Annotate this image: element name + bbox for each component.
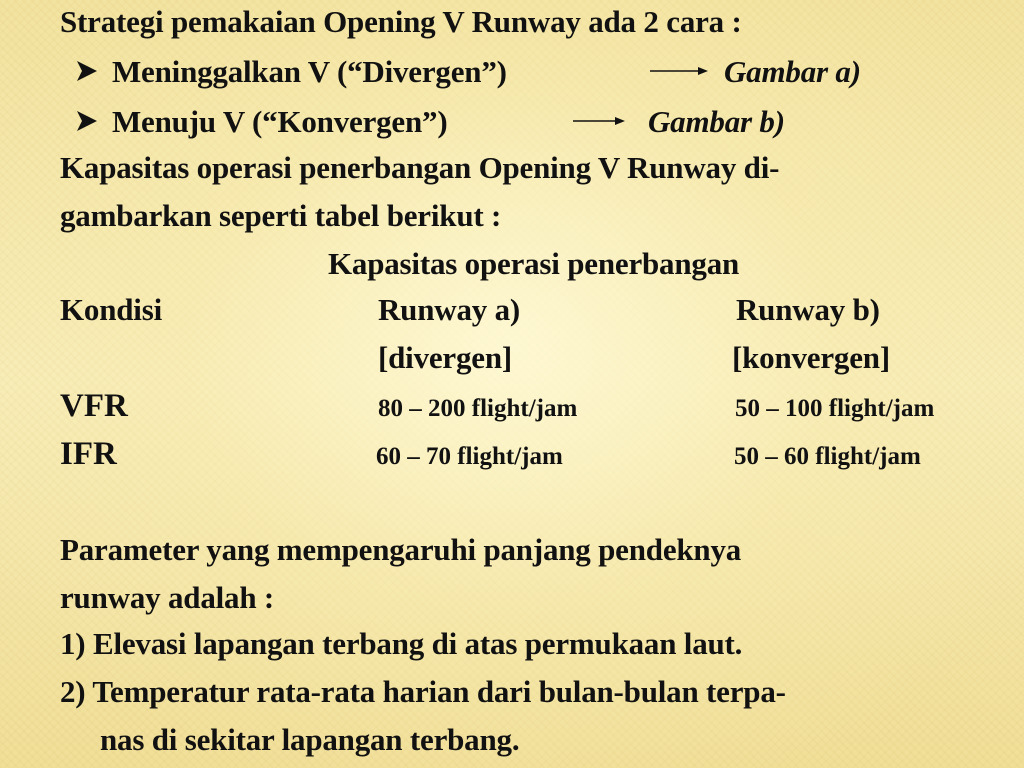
bullet-konvergen-target: Gambar b)	[648, 104, 785, 139]
right-arrow-icon	[650, 66, 708, 76]
list-item-1: 1) Elevasi lapangan terbang di atas permukaan laut.	[60, 626, 743, 661]
table-row-cond-ifr: IFR	[60, 436, 117, 472]
table-row-cond-vfr: VFR	[60, 388, 128, 424]
table-cell-ifr-b: 50 – 60 flight/jam	[734, 443, 921, 470]
params-line-1: Parameter yang mempengaruhi panjang pendeknya	[60, 532, 742, 567]
paragraph-line-2: gambarkan seperti tabel berikut :	[60, 198, 502, 233]
bullet-konvergen-text: Menuju V (“Konvergen”)	[112, 104, 448, 139]
list-item-2-continuation: nas di sekitar lapangan terbang.	[100, 722, 520, 757]
paragraph-line-1: Kapasitas operasi penerbangan Opening V Runway di-	[60, 150, 780, 185]
list-item-2: 2) Temperatur rata-rata harian dari bulan-bulan terpa-	[60, 674, 786, 709]
table-cell-vfr-a: 80 – 200 flight/jam	[378, 395, 578, 422]
table-sub-konvergen: [konvergen]	[732, 340, 890, 375]
table-header-kondisi: Kondisi	[60, 292, 162, 327]
arrow-bullet-icon	[76, 110, 98, 132]
right-arrow-icon	[573, 116, 625, 126]
table-header-runway-a: Runway a)	[378, 292, 521, 327]
table-header-runway-b: Runway b)	[736, 292, 880, 327]
table-caption: Kapasitas operasi penerbangan	[328, 246, 740, 281]
bullet-divergen-text: Meninggalkan V (“Divergen”)	[112, 54, 507, 89]
table-cell-ifr-a: 60 – 70 flight/jam	[376, 443, 563, 470]
bullet-divergen-target: Gambar a)	[724, 54, 861, 89]
heading: Strategi pemakaian Opening V Runway ada 2 cara :	[60, 4, 742, 39]
params-line-2: runway adalah :	[60, 580, 275, 615]
arrow-bullet-icon	[76, 60, 98, 82]
table-cell-vfr-b: 50 – 100 flight/jam	[735, 395, 935, 422]
table-sub-divergen: [divergen]	[378, 340, 513, 375]
